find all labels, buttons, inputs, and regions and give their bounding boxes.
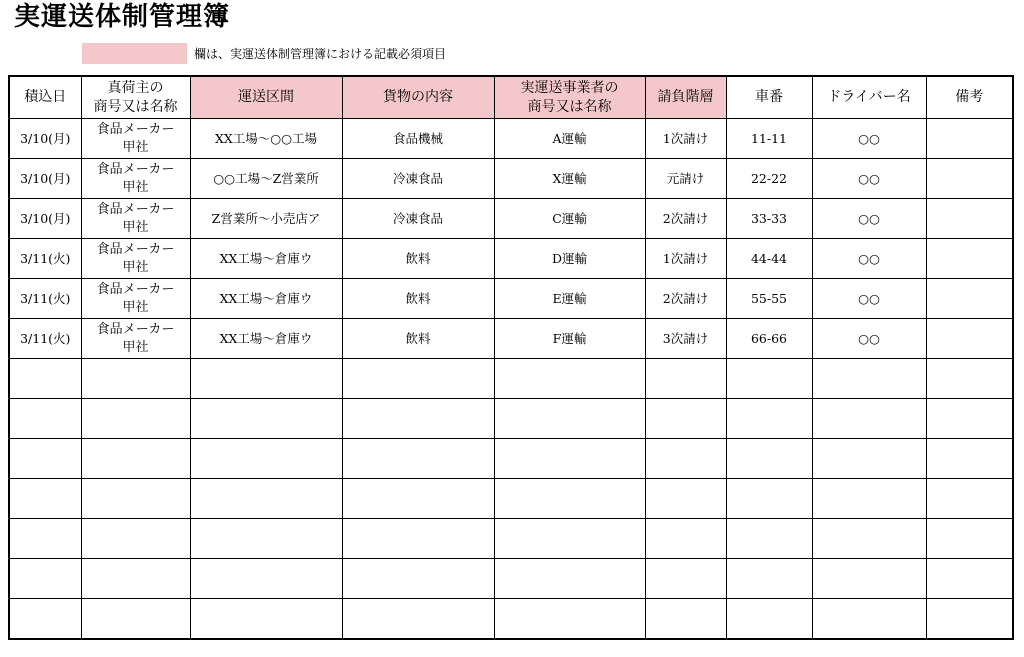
- table-cell-note: [926, 319, 1013, 359]
- table-cell-tier: 元請け: [645, 159, 726, 199]
- table-cell-shipper: 食品メーカー 甲社: [81, 279, 190, 319]
- table-cell-shipper: [81, 359, 190, 399]
- table-cell-note: [926, 279, 1013, 319]
- table-cell-carrier: E運輸: [494, 279, 645, 319]
- table-cell-tier: [645, 439, 726, 479]
- table-cell-note: [926, 239, 1013, 279]
- table-cell-vehicle: [726, 439, 812, 479]
- table-cell-tier: 1次請け: [645, 119, 726, 159]
- table-cell-tier: [645, 519, 726, 559]
- table-cell-section: ○○工場～Z営業所: [190, 159, 342, 199]
- table-cell-shipper: [81, 559, 190, 599]
- header-cell: 真荷主の 商号又は名称: [81, 76, 190, 119]
- table-cell-note: [926, 439, 1013, 479]
- table-cell-shipper: [81, 399, 190, 439]
- table-cell-shipper: 食品メーカー 甲社: [81, 119, 190, 159]
- table-cell-tier: 2次請け: [645, 199, 726, 239]
- table-cell-date: [9, 439, 81, 479]
- table-cell-shipper: [81, 439, 190, 479]
- table-cell-date: [9, 519, 81, 559]
- table-cell-note: [926, 559, 1013, 599]
- table-row: [9, 119, 1013, 159]
- table-row: [9, 439, 1013, 479]
- table-cell-section: XX工場～○○工場: [190, 119, 342, 159]
- table-cell-driver: ○○: [812, 119, 926, 159]
- table-cell-vehicle: [726, 519, 812, 559]
- table-cell-carrier: X運輸: [494, 159, 645, 199]
- table-cell-carrier: F運輸: [494, 319, 645, 359]
- header-cell: ドライバー名: [812, 76, 926, 119]
- table-cell-section: [190, 599, 342, 640]
- table-cell-cargo: 飲料: [342, 239, 494, 279]
- table-cell-section: Z営業所～小売店ア: [190, 199, 342, 239]
- table-cell-note: [926, 159, 1013, 199]
- table-row: [9, 279, 1013, 319]
- table-cell-carrier: C運輸: [494, 199, 645, 239]
- table-cell-carrier: [494, 359, 645, 399]
- table-cell-carrier: [494, 559, 645, 599]
- header-cell: 貨物の内容: [342, 76, 494, 119]
- table-cell-section: XX工場～倉庫ウ: [190, 279, 342, 319]
- table-cell-cargo: 冷凍食品: [342, 159, 494, 199]
- table-cell-carrier: [494, 519, 645, 559]
- table-cell-driver: ○○: [812, 199, 926, 239]
- table-cell-shipper: [81, 479, 190, 519]
- header-cell: 運送区間: [190, 76, 342, 119]
- table-row: [9, 159, 1013, 199]
- table-cell-vehicle: [726, 479, 812, 519]
- table-cell-vehicle: [726, 399, 812, 439]
- table-cell-tier: 1次請け: [645, 239, 726, 279]
- table-cell-cargo: [342, 599, 494, 640]
- table-cell-tier: 3次請け: [645, 319, 726, 359]
- table-cell-cargo: [342, 479, 494, 519]
- table-cell-date: [9, 599, 81, 640]
- table-cell-section: [190, 439, 342, 479]
- table-cell-shipper: 食品メーカー 甲社: [81, 239, 190, 279]
- table-cell-section: [190, 479, 342, 519]
- table-cell-driver: [812, 439, 926, 479]
- table-cell-cargo: [342, 559, 494, 599]
- table-cell-date: [9, 399, 81, 439]
- table-cell-date: 3/11(火): [9, 239, 81, 279]
- legend-text: 欄は、実運送体制管理簿における記載必須項目: [194, 46, 447, 61]
- table-row: [9, 359, 1013, 399]
- header-cell: 実運送事業者の 商号又は名称: [494, 76, 645, 119]
- table-cell-vehicle: 55-55: [726, 279, 812, 319]
- table-cell-date: 3/10(月): [9, 159, 81, 199]
- table-cell-driver: [812, 599, 926, 640]
- table-cell-cargo: 食品機械: [342, 119, 494, 159]
- table-cell-vehicle: 11-11: [726, 119, 812, 159]
- table-row: [9, 399, 1013, 439]
- table-cell-cargo: 飲料: [342, 319, 494, 359]
- table-cell-cargo: 飲料: [342, 279, 494, 319]
- table-cell-note: [926, 519, 1013, 559]
- table-cell-driver: ○○: [812, 159, 926, 199]
- table-cell-date: 3/11(火): [9, 319, 81, 359]
- table-cell-vehicle: [726, 359, 812, 399]
- table-cell-cargo: [342, 399, 494, 439]
- table-cell-driver: [812, 479, 926, 519]
- table-cell-section: [190, 519, 342, 559]
- header-cell: 車番: [726, 76, 812, 119]
- table-cell-date: [9, 479, 81, 519]
- table-cell-driver: ○○: [812, 239, 926, 279]
- table-cell-section: XX工場～倉庫ウ: [190, 319, 342, 359]
- table-cell-carrier: [494, 439, 645, 479]
- required-color-swatch: [82, 43, 187, 64]
- table-cell-date: 3/11(火): [9, 279, 81, 319]
- table-row: [9, 479, 1013, 519]
- table-cell-note: [926, 599, 1013, 640]
- table-cell-date: 3/10(月): [9, 199, 81, 239]
- table-cell-tier: [645, 359, 726, 399]
- table-cell-driver: ○○: [812, 319, 926, 359]
- table-cell-vehicle: [726, 559, 812, 599]
- table-cell-section: [190, 559, 342, 599]
- table-row: [9, 599, 1013, 640]
- table-cell-section: [190, 359, 342, 399]
- table-cell-shipper: 食品メーカー 甲社: [81, 319, 190, 359]
- table-cell-driver: [812, 519, 926, 559]
- table-cell-cargo: [342, 359, 494, 399]
- table-cell-date: [9, 359, 81, 399]
- table-cell-driver: [812, 559, 926, 599]
- table-cell-shipper: 食品メーカー 甲社: [81, 159, 190, 199]
- table-cell-vehicle: 66-66: [726, 319, 812, 359]
- required-field-legend: [82, 42, 446, 64]
- table-cell-date: 3/10(月): [9, 119, 81, 159]
- header-row: [9, 76, 1013, 119]
- table-cell-carrier: A運輸: [494, 119, 645, 159]
- table-row: [9, 319, 1013, 359]
- table-cell-vehicle: 22-22: [726, 159, 812, 199]
- table-cell-section: [190, 399, 342, 439]
- table-cell-carrier: [494, 479, 645, 519]
- table-cell-cargo: [342, 439, 494, 479]
- header-cell: 請負階層: [645, 76, 726, 119]
- table-cell-driver: [812, 359, 926, 399]
- table-row: [9, 239, 1013, 279]
- table-row: [9, 199, 1013, 239]
- table-cell-shipper: 食品メーカー 甲社: [81, 199, 190, 239]
- header-cell: 備考: [926, 76, 1013, 119]
- table-cell-carrier: [494, 399, 645, 439]
- table-cell-tier: [645, 559, 726, 599]
- table-row: [9, 519, 1013, 559]
- table-cell-shipper: [81, 519, 190, 559]
- table-cell-date: [9, 559, 81, 599]
- table-cell-driver: [812, 399, 926, 439]
- table-cell-cargo: [342, 519, 494, 559]
- table-row: [9, 559, 1013, 599]
- table-cell-shipper: [81, 599, 190, 640]
- table-cell-section: XX工場～倉庫ウ: [190, 239, 342, 279]
- table-cell-note: [926, 479, 1013, 519]
- table-cell-note: [926, 399, 1013, 439]
- table-cell-vehicle: [726, 599, 812, 640]
- table-cell-vehicle: 33-33: [726, 199, 812, 239]
- table-cell-driver: ○○: [812, 279, 926, 319]
- table-cell-note: [926, 119, 1013, 159]
- table-cell-note: [926, 199, 1013, 239]
- transport-ledger-table: [8, 75, 1014, 640]
- table-cell-tier: 2次請け: [645, 279, 726, 319]
- table-cell-tier: [645, 399, 726, 439]
- table-cell-carrier: D運輸: [494, 239, 645, 279]
- table-cell-vehicle: 44-44: [726, 239, 812, 279]
- header-cell: 積込日: [9, 76, 81, 119]
- table-cell-cargo: 冷凍食品: [342, 199, 494, 239]
- page-title: 実運送体制管理簿: [14, 2, 231, 32]
- table-cell-tier: [645, 479, 726, 519]
- table-cell-note: [926, 359, 1013, 399]
- table-cell-carrier: [494, 599, 645, 640]
- table-cell-tier: [645, 599, 726, 640]
